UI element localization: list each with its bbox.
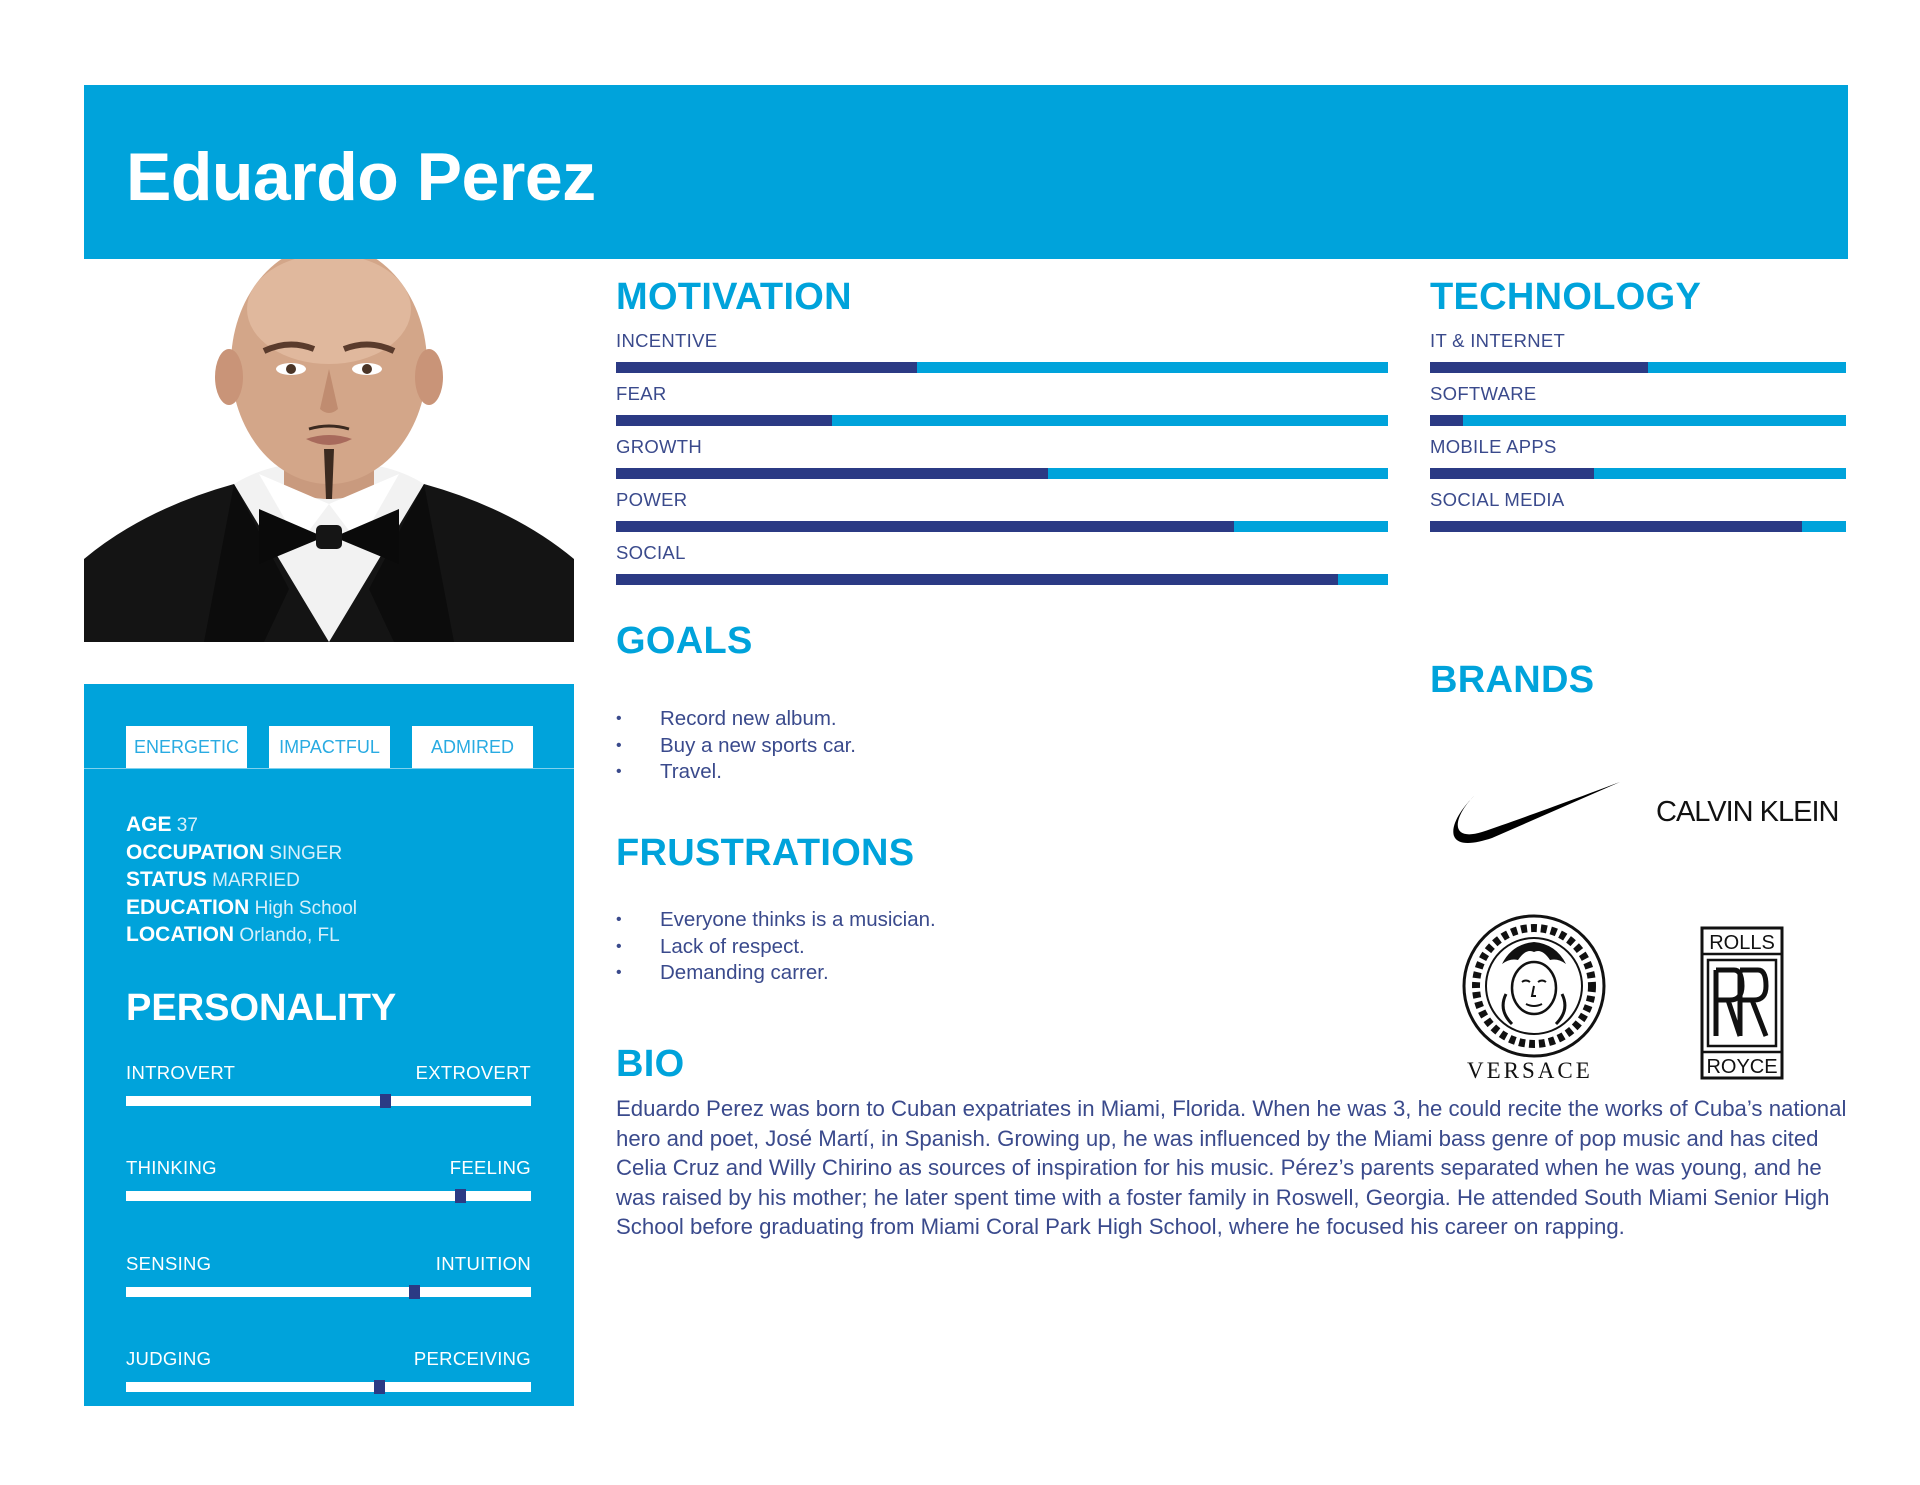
divider <box>84 768 574 769</box>
bar-fill <box>1430 415 1463 426</box>
fact-value: 37 <box>176 815 198 836</box>
versace-medusa-logo <box>1462 914 1606 1058</box>
personality-scale <box>126 1253 531 1297</box>
personality-scale <box>126 1062 531 1106</box>
fact-label: OCCUPATION <box>126 840 265 864</box>
trait-tag: ENERGETIC <box>126 726 247 768</box>
bar-fill <box>616 521 1234 532</box>
bar-track <box>1430 415 1846 426</box>
fact-value: High School <box>254 897 358 919</box>
fact-row <box>126 840 357 868</box>
trait-tag: ADMIRED <box>412 726 533 768</box>
scale-left-label: THINKING <box>126 1157 217 1178</box>
bar-fill <box>1430 468 1594 479</box>
technology-title: TECHNOLOGY <box>1430 276 1702 318</box>
personality-scale <box>126 1157 531 1201</box>
scale-marker <box>455 1189 466 1203</box>
scale-left-label: JUDGING <box>126 1348 212 1369</box>
scale-right-label: PERCEIVING <box>413 1348 531 1369</box>
bar-track <box>616 415 1388 426</box>
rolls-royce-bottom-text: ROYCE <box>1706 1056 1778 1078</box>
fact-label: STATUS <box>126 868 207 891</box>
bar-fill <box>616 415 832 426</box>
scale-left-label: INTROVERT <box>126 1062 236 1083</box>
bar-track <box>1430 521 1846 532</box>
bar-label: GROWTH <box>616 436 703 457</box>
list-item: • Demanding carrer. <box>616 960 936 987</box>
technology-bar <box>1430 330 1846 373</box>
bar-label: POWER <box>616 489 688 510</box>
bar-label: INCENTIVE <box>616 330 718 351</box>
nike-logo <box>1452 780 1622 846</box>
persona-facts <box>126 812 357 950</box>
versace-wordmark: VERSACE <box>1467 1058 1593 1083</box>
bar-fill <box>616 362 917 373</box>
motivation-bar <box>616 542 1388 585</box>
bio-title: BIO <box>616 1043 685 1085</box>
technology-bar <box>1430 383 1846 426</box>
bar-track <box>1430 468 1846 479</box>
rolls-royce-logo <box>1700 926 1784 1080</box>
list-item: • Record new album. <box>616 706 856 733</box>
motivation-bar <box>616 330 1388 373</box>
fact-row <box>126 812 357 840</box>
fact-row <box>126 867 357 895</box>
fact-value: Orlando, FL <box>239 925 340 946</box>
fact-row <box>126 895 357 923</box>
scale-marker <box>380 1094 391 1108</box>
scale-track <box>126 1287 531 1297</box>
motivation-bar <box>616 436 1388 479</box>
motivation-bar <box>616 383 1388 426</box>
list-item: • Everyone thinks is a musician. <box>616 907 936 934</box>
scale-track <box>126 1382 531 1392</box>
personality-title: PERSONALITY <box>126 987 397 1029</box>
goals-title: GOALS <box>616 620 753 662</box>
bar-label: FEAR <box>616 383 667 404</box>
technology-bar <box>1430 436 1846 479</box>
scale-track <box>126 1191 531 1201</box>
bar-fill <box>616 574 1338 585</box>
persona-photo <box>84 259 574 642</box>
trait-tag: IMPACTFUL <box>269 726 390 768</box>
personality-scale <box>126 1348 531 1392</box>
list-item: • Lack of respect. <box>616 934 936 961</box>
scale-marker <box>409 1285 420 1299</box>
bar-fill <box>616 468 1048 479</box>
bar-track <box>616 521 1388 532</box>
bar-fill <box>1430 362 1648 373</box>
list-item: • Buy a new sports car. <box>616 733 856 760</box>
rolls-royce-top-text: ROLLS <box>1709 932 1775 954</box>
scale-track <box>126 1096 531 1106</box>
bar-track <box>1430 362 1846 373</box>
fact-value: SINGER <box>269 842 343 864</box>
motivation-title: MOTIVATION <box>616 276 852 318</box>
fact-label: LOCATION <box>126 923 235 946</box>
scale-right-label: FEELING <box>449 1157 531 1178</box>
bar-label: MOBILE APPS <box>1430 436 1557 457</box>
bar-label: IT & INTERNET <box>1430 330 1566 351</box>
scale-marker <box>374 1380 385 1394</box>
header-banner <box>84 85 1848 259</box>
bar-fill <box>1430 521 1802 532</box>
fact-value: MARRIED <box>212 870 300 891</box>
frustrations-title: FRUSTRATIONS <box>616 832 915 874</box>
bar-label: SOFTWARE <box>1430 383 1537 404</box>
bar-track <box>616 468 1388 479</box>
technology-bar <box>1430 489 1846 532</box>
fact-label: EDUCATION <box>126 895 250 919</box>
fact-label: AGE <box>126 813 172 836</box>
frustrations-list <box>616 907 936 987</box>
fact-row <box>126 922 357 950</box>
calvin-klein-logo: CALVIN KLEIN <box>1656 796 1839 828</box>
trait-tags <box>126 726 533 768</box>
bar-label: SOCIAL MEDIA <box>1430 489 1565 510</box>
persona-name: Eduardo Perez <box>126 139 596 215</box>
bar-track <box>616 574 1388 585</box>
scale-left-label: SENSING <box>126 1253 212 1274</box>
motivation-bar <box>616 489 1388 532</box>
scale-right-label: EXTROVERT <box>415 1062 531 1083</box>
list-item: • Travel. <box>616 759 856 786</box>
bar-track <box>616 362 1388 373</box>
bio-text: Eduardo Perez was born to Cuban expatriates in Miami, Florida. When he was 3, he could recite the works of Cuba’s national hero and poet, José Martí, in Spanish. Growing up, he was influenced by the Miami bass genre of pop music and has cited Celia Cruz and Willy Chirino as sources of inspiration for his music. Pérez’s parents separated when he was young, and he was raised by his mother; he later spent time with a foster family in Roswell, Georgia. He attended South Miami Senior High School before graduating from Miami Coral Park High School, where he focused his career on rapping. <box>616 1096 1847 1239</box>
goals-list <box>616 706 856 786</box>
profile-panel <box>84 684 574 1406</box>
brands-title: BRANDS <box>1430 659 1595 701</box>
bar-label: SOCIAL <box>616 542 686 563</box>
scale-right-label: INTUITION <box>435 1253 531 1274</box>
